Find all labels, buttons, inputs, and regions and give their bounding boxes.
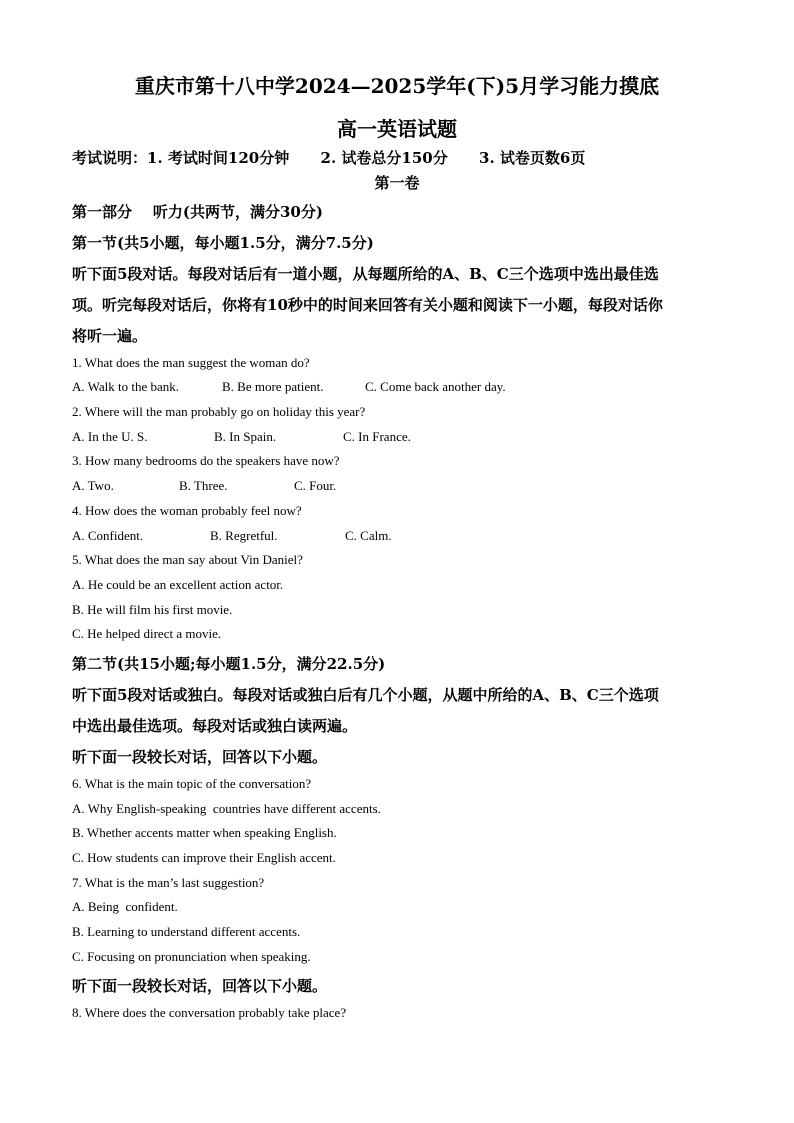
question-stem: 1. What does the man suggest the woman do? (72, 355, 310, 370)
option-a: A. Being confident. (72, 899, 178, 914)
long-dialog-note: 听下面一段较长对话，回答以下小题。 (72, 748, 328, 766)
option-a: A. In the U. S. (72, 429, 148, 444)
option-a: A. He could be an excellent action actor. (72, 577, 284, 592)
option-b: B. Be more patient. (222, 379, 324, 394)
section1-heading: 第一节(共5小题，每小题1.5分，满分7.5分) (72, 234, 374, 252)
option-b: B. Whether accents matter when speaking English. (72, 825, 337, 840)
question-stem: 8. Where does the conversation probably take place? (72, 1005, 347, 1020)
option-b: B. He will film his first movie. (72, 602, 233, 617)
section2-heading: 第二节(共15小题;每小题1.5分，满分22.5分) (72, 655, 386, 673)
exam-subtitle: 高一英语试题 (337, 117, 457, 141)
long-dialog-note: 听下面一段较长对话，回答以下小题。 (72, 977, 328, 995)
exam-notes: 考试说明：1. 考试时间120分钟 2. 试卷总分150分 3. 试卷页数6页 (72, 149, 586, 167)
option-c: C. Calm. (345, 528, 392, 543)
option-c: C. Focusing on pronunciation when speaking. (72, 949, 311, 964)
exam-title: 重庆市第十八中学2024—2025学年(下)5月学习能力摸底 (134, 74, 660, 98)
option-a: A. Confident. (72, 528, 144, 543)
option-c: C. He helped direct a movie. (72, 626, 222, 641)
question-stem: 6. What is the main topic of the conversation? (72, 776, 312, 791)
option-b: B. Regretful. (210, 528, 278, 543)
option-c: C. Four. (294, 478, 337, 493)
option-b: B. Learning to understand different accents. (72, 924, 301, 939)
question-stem: 7. What is the man’s last suggestion? (72, 875, 265, 890)
section1-instruction-line: 听下面5段对话。每段对话后有一道小题，从每题所给的A、B、C三个选项中选出最佳选 (72, 265, 659, 283)
part1-heading: 第一部分 听力(共两节，满分30分) (72, 203, 323, 221)
question-stem: 3. How many bedrooms do the speakers have now? (72, 453, 340, 468)
option-a: A. Why English-speaking countries have different accents. (72, 801, 381, 816)
volume-label: 第一卷 (374, 174, 420, 192)
section1-instruction-line: 将听一遍。 (72, 327, 148, 345)
option-c: C. How students can improve their English accent. (72, 850, 336, 865)
option-b: B. In Spain. (214, 429, 277, 444)
option-a: A. Two. (72, 478, 114, 493)
section1-instruction-line: 项。听完每段对话后，你将有10秒中的时间来回答有关小题和阅读下一小题，每段对话你 (72, 296, 663, 314)
option-b: B. Three. (179, 478, 228, 493)
question-stem: 5. What does the man say about Vin Daniel? (72, 552, 303, 567)
option-c: C. In France. (343, 429, 411, 444)
section2-instruction-line: 听下面5段对话或独白。每段对话或独白后有几个小题，从题中所给的A、B、C三个选项 (72, 686, 659, 704)
option-c: C. Come back another day. (365, 379, 506, 394)
section2-instruction-line: 中选出最佳选项。每段对话或独白读两遍。 (72, 717, 358, 735)
question-stem: 4. How does the woman probably feel now? (72, 503, 302, 518)
question-stem: 2. Where will the man probably go on holiday this year? (72, 404, 366, 419)
option-a: A. Walk to the bank. (72, 379, 180, 394)
